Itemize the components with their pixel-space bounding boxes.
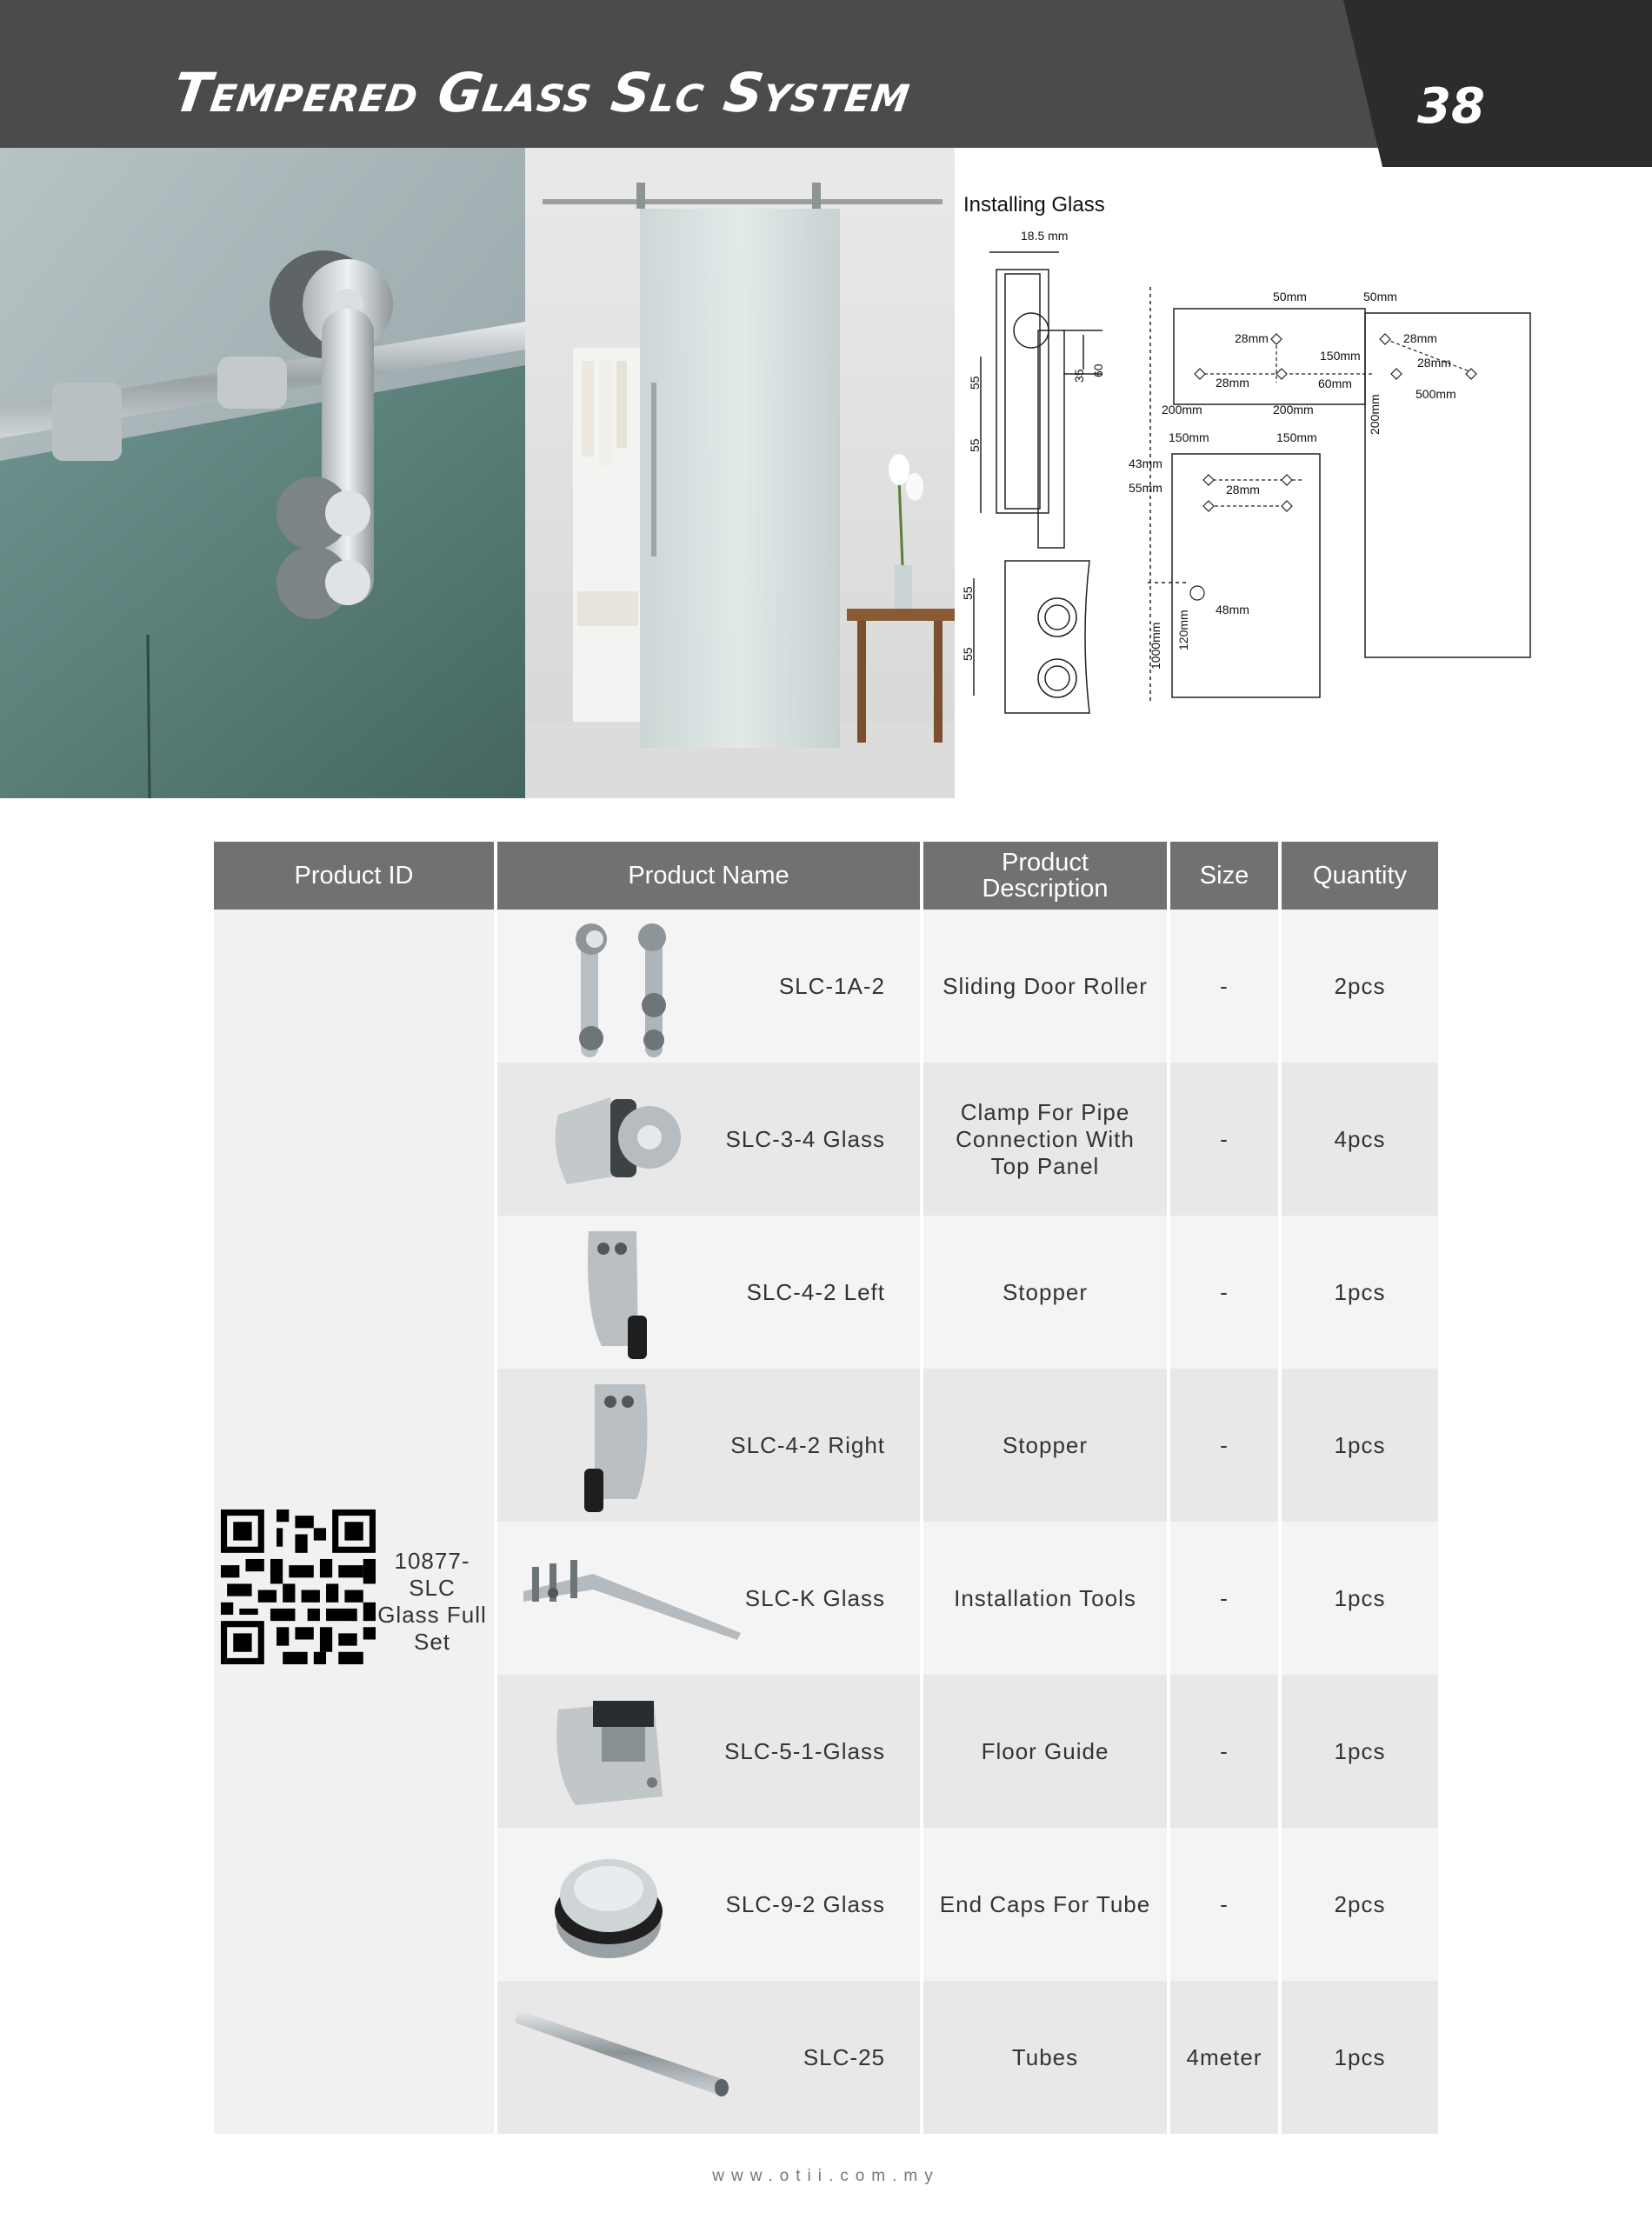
footer-website: www.otii.com.my xyxy=(712,2167,940,2185)
product-description: Stopper xyxy=(1002,1431,1089,1458)
table-row xyxy=(497,1522,1438,1675)
dim-label: 48mm xyxy=(1216,603,1249,616)
product-name-text: SLC-3-4 Glass xyxy=(725,1125,885,1152)
product-size: - xyxy=(1220,1584,1229,1611)
header-product-id: Product ID xyxy=(214,842,494,910)
dim-label: 60mm xyxy=(1318,377,1352,390)
product-quantity: 2pcs xyxy=(1334,972,1386,999)
product-name-text: SLC-5-1-Glass xyxy=(724,1737,885,1764)
dim-label: 28mm xyxy=(1235,331,1269,345)
product-size: 4meter xyxy=(1186,2043,1262,2070)
product-quantity: 2pcs xyxy=(1334,1890,1386,1917)
page-number: 38 xyxy=(1417,78,1485,135)
dim-label: 28mm xyxy=(1403,331,1437,345)
dim-label: 28mm xyxy=(1226,483,1260,497)
product-size: - xyxy=(1220,1431,1229,1458)
header-description-text: Product Description xyxy=(982,849,1109,903)
product-description-text: Clamp For Pipe Connection With Top Panel xyxy=(956,1098,1135,1179)
product-name xyxy=(497,1522,920,1675)
dim-label: 200mm xyxy=(1368,394,1382,435)
product-name xyxy=(497,1675,920,1828)
product-quantity: 1pcs xyxy=(1334,2043,1386,2070)
dim-label: 55 xyxy=(968,438,982,452)
header-product-description xyxy=(923,842,1167,910)
dim-label: 55mm xyxy=(1129,481,1162,495)
product-description: Tubes xyxy=(1011,2043,1079,2070)
dim-label: 55 xyxy=(968,376,982,390)
table-body xyxy=(214,910,1438,2134)
product-table xyxy=(214,842,1438,2134)
product-size: - xyxy=(1220,1278,1229,1305)
dim-label: 18.5 mm xyxy=(1021,229,1069,243)
dim-label: 28mm xyxy=(1417,356,1451,370)
table-row xyxy=(497,1675,1438,1828)
dim-label: 1000mm xyxy=(1149,622,1162,670)
dim-label: 150mm xyxy=(1169,430,1209,444)
product-name-text: SLC-4-2 Left xyxy=(746,1278,885,1305)
header-product-name: Product Name xyxy=(497,842,920,910)
dim-label: 200mm xyxy=(1273,403,1314,417)
page-title: Tempered Glass Slc System xyxy=(169,61,916,124)
dim-label: 150mm xyxy=(1276,430,1317,444)
header-quantity: Quantity xyxy=(1282,842,1438,910)
page-header xyxy=(0,0,1652,165)
table-row xyxy=(497,1981,1438,2134)
product-name-text: SLC-1A-2 xyxy=(778,972,885,999)
product-quantity: 1pcs xyxy=(1334,1584,1386,1611)
product-name-text: SLC-4-2 Right xyxy=(730,1431,885,1458)
product-size: - xyxy=(1220,972,1229,999)
product-size: - xyxy=(1220,1125,1229,1152)
column-divider xyxy=(1167,910,1170,2134)
dim-label: 150mm xyxy=(1320,349,1361,363)
product-name xyxy=(497,1828,920,1981)
header-size: Size xyxy=(1170,842,1278,910)
qr-code-icon xyxy=(221,1510,376,1664)
product-description xyxy=(923,1063,1167,1216)
product-description: Stopper xyxy=(1002,1278,1089,1305)
roller-closeup-photo xyxy=(0,148,525,798)
dim-label: 120mm xyxy=(1176,610,1190,650)
product-name xyxy=(497,1369,920,1522)
dim-label: 50mm xyxy=(1363,290,1397,303)
dim-label: 50mm xyxy=(1273,290,1307,303)
product-quantity: 1pcs xyxy=(1334,1737,1386,1764)
product-quantity: 4pcs xyxy=(1334,1125,1386,1152)
table-row xyxy=(497,1828,1438,1981)
dim-label: 200mm xyxy=(1162,403,1202,417)
dim-label: 43mm xyxy=(1129,457,1162,470)
product-size: - xyxy=(1220,1737,1229,1764)
column-divider xyxy=(920,910,923,2134)
product-description: End Caps For Tube xyxy=(939,1890,1151,1917)
installation-diagram xyxy=(955,148,1546,798)
table-row xyxy=(497,910,1438,1063)
sliding-door-room-photo xyxy=(525,148,955,798)
product-id-cell xyxy=(214,910,494,2134)
column-divider xyxy=(1278,910,1282,2134)
product-name-text: SLC-K Glass xyxy=(744,1584,885,1611)
product-description: Sliding Door Roller xyxy=(943,972,1148,999)
product-name xyxy=(497,1981,920,2134)
product-quantity: 1pcs xyxy=(1334,1431,1386,1458)
product-name-text: SLC-9-2 Glass xyxy=(725,1890,885,1917)
product-description: Floor Guide xyxy=(981,1737,1109,1764)
table-row xyxy=(497,1369,1438,1522)
diagram-title: Installing Glass xyxy=(963,193,1105,217)
dim-label: 55 xyxy=(961,647,975,661)
product-name xyxy=(497,1063,920,1216)
dim-label: 55 xyxy=(961,586,975,600)
dim-label: 35 xyxy=(1072,369,1086,383)
product-name xyxy=(497,1216,920,1369)
dim-label: 60 xyxy=(1091,363,1105,377)
product-size: - xyxy=(1220,1890,1229,1917)
product-name xyxy=(497,910,920,1063)
dim-label: 28mm xyxy=(1216,376,1249,390)
product-id-text: 10877- SLC Glass Full Set xyxy=(377,1548,487,1655)
table-row xyxy=(497,1216,1438,1369)
product-description: Installation Tools xyxy=(954,1584,1136,1611)
table-header xyxy=(214,842,1438,910)
product-name-text: SLC-25 xyxy=(803,2043,885,2070)
dim-label: 500mm xyxy=(1416,387,1456,401)
table-row xyxy=(497,1063,1438,1216)
product-quantity: 1pcs xyxy=(1334,1278,1386,1305)
